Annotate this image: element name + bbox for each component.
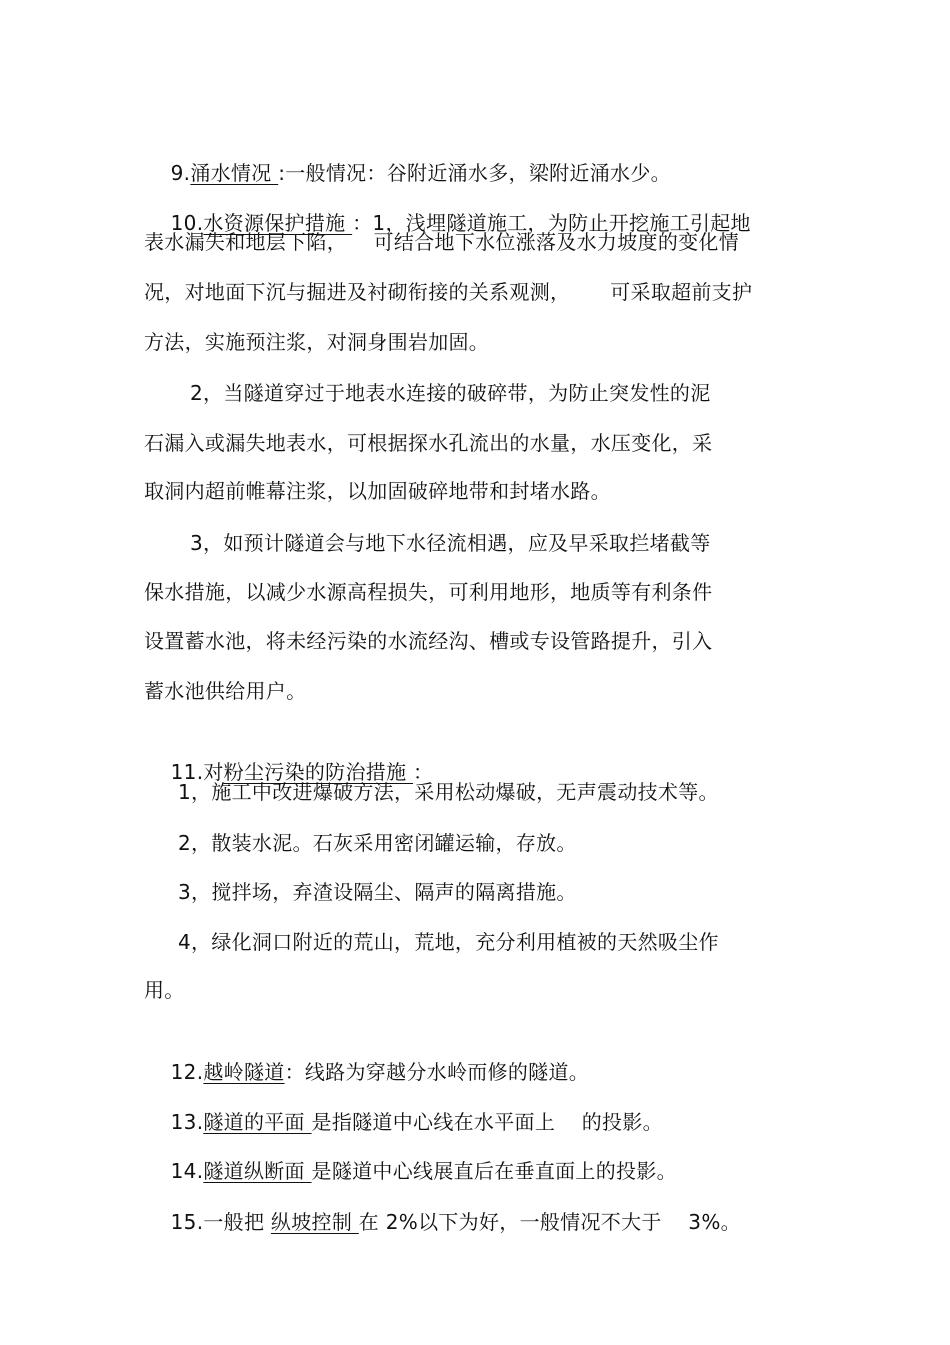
item-9 [144, 128, 671, 185]
underlined-term: 越岭隧道 [203, 1060, 285, 1084]
paragraph-line: 石漏入或漏失地表水，可根据探水孔流出的水量，水压变化，采 [144, 431, 713, 455]
underlined-term: 水资源保护措施 [203, 211, 353, 235]
item-number: 14. [170, 1159, 204, 1183]
list-item: 1，施工中改进爆破方法，采用松动爆破，无声震动技术等。 [178, 780, 719, 804]
item-12 [144, 1027, 590, 1084]
item-text: 对 [203, 760, 224, 784]
item-10 [144, 178, 751, 235]
item-number: 15. [170, 1210, 204, 1234]
item-text: ：1，浅埋隧道施工，为防止开挖施工引起地 [352, 211, 751, 235]
item-text: ：线路为穿越分水岭而修的隧道。 [284, 1060, 590, 1084]
item-number: 9. [170, 161, 191, 185]
item-14 [144, 1126, 677, 1183]
item-text: 是隧道中心线展直后在垂直面上的投影。 [311, 1159, 677, 1183]
underlined-term: 隧道的平面 [203, 1110, 312, 1134]
underlined-term: 隧道纵断面 [203, 1159, 312, 1183]
item-15 [144, 1177, 741, 1234]
item-text: 一般把 [203, 1210, 271, 1234]
underlined-term: 粉尘污染的防治措施 [223, 760, 414, 784]
underlined-term: 纵坡控制 [270, 1210, 359, 1234]
paragraph-line: 表水漏失和地层下陷， 可结合地下水位涨落及水力坡度的变化情 [144, 230, 740, 254]
item-number: 10. [170, 211, 204, 235]
paragraph-line: 3，如预计隧道会与地下水径流相遇，应及早采取拦堵截等 [190, 531, 711, 555]
paragraph-line: 方法，实施预注浆，对洞身围岩加固。 [144, 330, 490, 354]
item-11 [144, 727, 434, 784]
paragraph-line: 2，当隧道穿过于地表水连接的破碎带，为防止突发性的泥 [190, 381, 711, 405]
item-number: 12. [170, 1060, 204, 1084]
item-text: 是指隧道中心线在水平面上 的投影。 [311, 1110, 663, 1134]
list-item: 2，散装水泥。石灰采用密闭罐运输，存放。 [178, 831, 577, 855]
item-text: :一般情况：谷附近涌水多，梁附近涌水少。 [278, 161, 671, 185]
underlined-term: 涌水情况 [190, 161, 279, 185]
item-text: ： [413, 760, 434, 784]
item-13 [144, 1077, 663, 1134]
paragraph-line: 设置蓄水池，将未经污染的水流经沟、槽或专设管路提升，引入 [144, 629, 713, 653]
paragraph-line: 用。 [144, 978, 185, 1002]
item-text: 在 2%以下为好，一般情况不大于 3%。 [358, 1210, 741, 1234]
paragraph-line: 况，对地面下沉与掘进及衬砌衔接的关系观测， 可采取超前支护 [144, 280, 753, 304]
paragraph-line: 取洞内超前帷幕注浆，以加固破碎地带和封堵水路。 [144, 479, 611, 503]
item-number: 11. [170, 760, 204, 784]
paragraph-line: 保水措施，以减少水源高程损失，可利用地形，地质等有利条件 [144, 580, 713, 604]
list-item: 4，绿化洞口附近的荒山，荒地，充分利用植被的天然吸尘作 [178, 930, 719, 954]
item-number: 13. [170, 1110, 204, 1134]
paragraph-line: 蓄水池供给用户。 [144, 679, 307, 703]
list-item: 3，搅拌场，弃渣设隔尘、隔声的隔离措施。 [178, 880, 577, 904]
